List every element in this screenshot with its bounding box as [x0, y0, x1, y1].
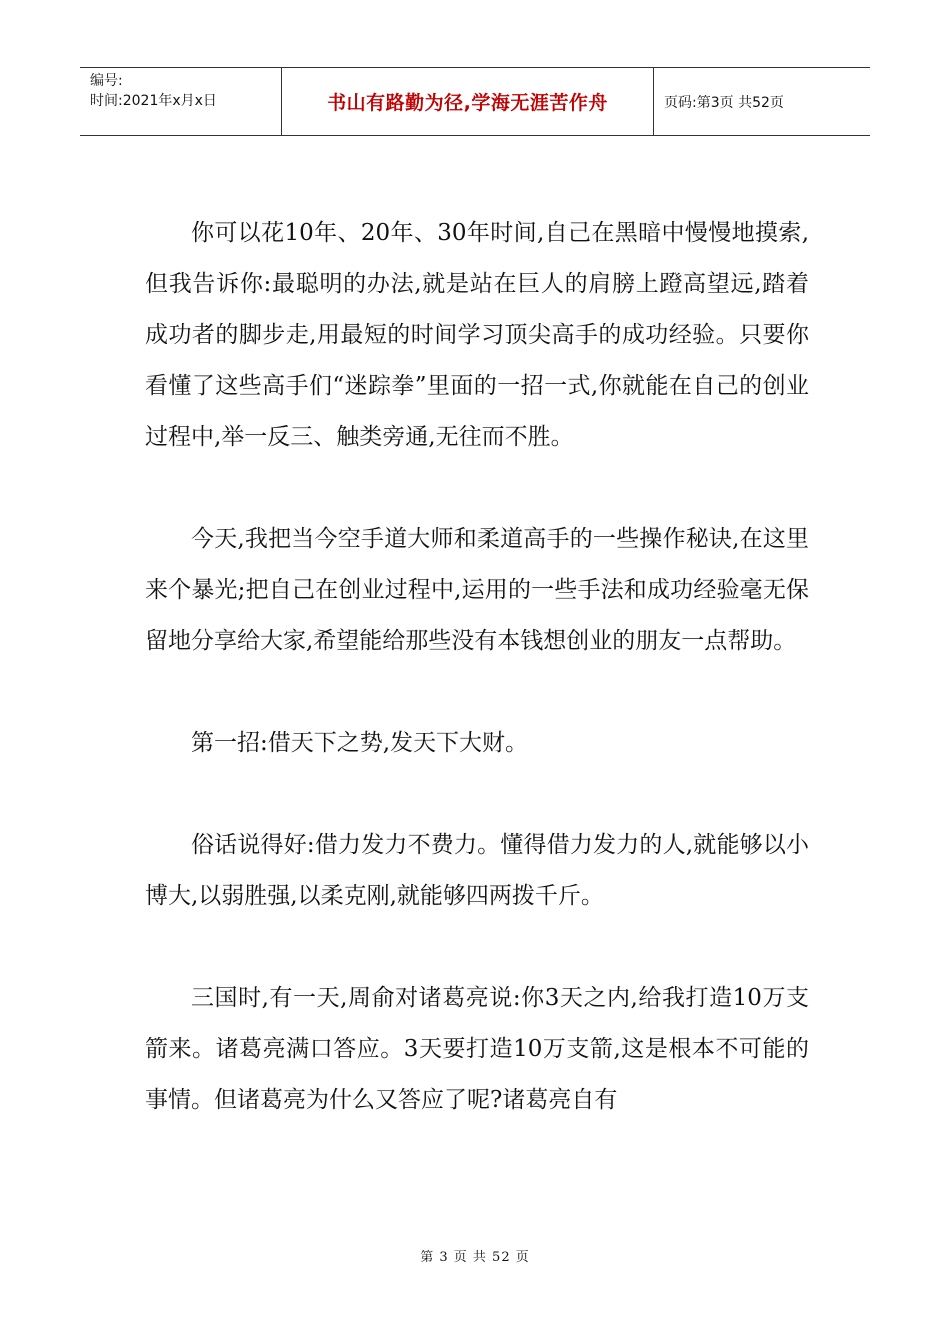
page-header — [80, 67, 870, 136]
page-footer — [0, 1246, 950, 1265]
paragraph: 俗话说得好:借力发力不费力。懂得借力发力的人,就能够以小博大,以弱胜强,以柔克刚,就能够四两拨千斤。 — [145, 832, 809, 909]
paragraph: 三国时,有一天,周俞对诸葛亮说:你3天之内,给我打造10万支箭来。诸葛亮满口答应。3天要打造10万支箭,这是根本不可能的事情。但诸葛亮为什么又答应了呢?诸葛亮自有 — [145, 985, 809, 1113]
section-heading: 第一招:借天下之势,发天下大财。 — [191, 730, 529, 756]
paragraph: 你可以花10年、20年、30年时间,自己在黑暗中慢慢地摸索,但我告诉你:最聪明的办法,就是站在巨人的肩膀上蹬高望远,踏着成功者的脚步走,用最短的时间学习顶尖高手的成功经验。只要你看懂了这些高手们“迷踪拳”里面的一招一式,你就能在自己的创业过程中,举一反三、触类旁通,无往而不胜。 — [145, 220, 809, 450]
header-motto: 书山有路勤为径,学海无涯苦作舟 — [327, 92, 608, 114]
document-number-label: 编号: — [90, 73, 123, 89]
header-page-cell — [654, 68, 870, 135]
footer-page-number: 第 3 页 共 52 页 — [420, 1250, 530, 1265]
header-meta-cell — [80, 68, 282, 135]
document-time-label: 时间:2021年x月x日 — [90, 93, 217, 109]
paragraph: 今天,我把当今空手道大师和柔道高手的一些操作秘诀,在这里来个暴光;把自己在创业过程中,运用的一些手法和成功经验毫无保留地分享给大家,希望能给那些没有本钱想创业的朋友一点帮助。 — [145, 526, 809, 654]
document-body — [145, 208, 809, 1126]
header-motto-cell — [282, 68, 654, 135]
header-page-info: 页码:第3页 共52页 — [664, 94, 784, 111]
